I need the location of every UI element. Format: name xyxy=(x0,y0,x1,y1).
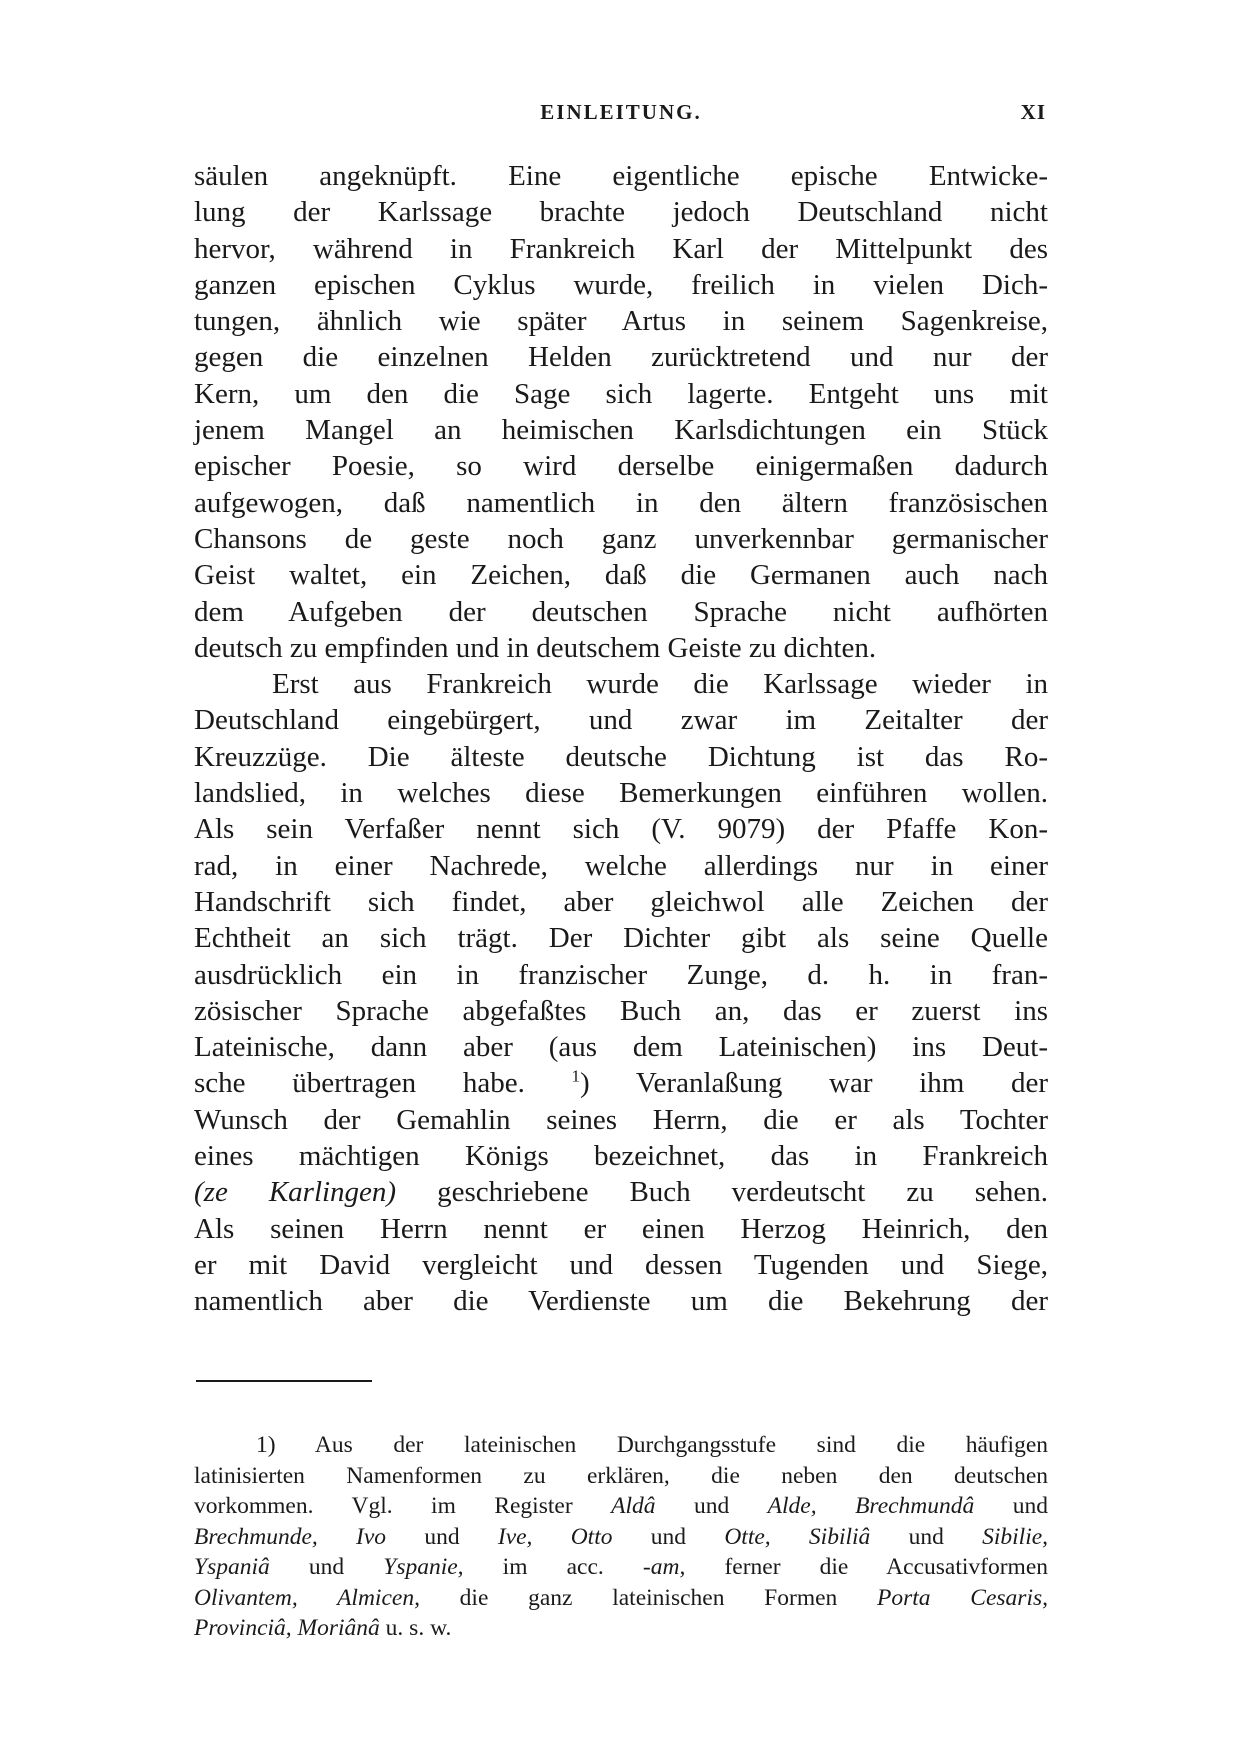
footnote-line: 1) Aus der lateinischen Durchgangsstufe sind die häufigen xyxy=(256,1432,1048,1458)
text-line: Chansons de geste noch ganz unverkennbar germanischer xyxy=(194,522,1048,555)
text-fragment: u. s. w. xyxy=(379,1615,452,1641)
italic-fragment: Olivantem, Almicen, xyxy=(194,1584,420,1611)
text-fragment: und xyxy=(870,1523,983,1550)
text-line: lung der Karlssage brachte jedoch Deutschland nicht xyxy=(194,196,1048,229)
text-line: Deutschland eingebürgert, und zwar im Zeitalter der xyxy=(194,704,1048,737)
text-fragment: sche übertragen habe. xyxy=(194,1067,525,1100)
text-line: aufgewogen, daß namentlich in den ältern französischen xyxy=(194,486,1048,519)
text-line: ganzen epischen Cyklus wurde, freilich in vielen Dich- xyxy=(194,268,1048,301)
italic-fragment: Porta Cesaris, xyxy=(877,1584,1048,1611)
text-line: namentlich aber die Verdienste um die Bekehrung der xyxy=(194,1285,1048,1318)
text-line: tungen, ähnlich wie später Artus in seinem Sagenkreise, xyxy=(194,305,1048,338)
text-line: Erst aus Frankreich wurde die Karlssage wieder in xyxy=(272,668,1048,701)
running-title: EINLEITUNG. xyxy=(540,100,702,124)
text-line: Echtheit an sich trägt. Der Dichter gibt als seine Quelle xyxy=(194,922,1048,955)
text-line: hervor, während in Frankreich Karl der Mittelpunkt des xyxy=(194,232,1048,265)
text-line: säulen angeknüpft. Eine eigentliche epische Entwicke- xyxy=(194,160,1048,192)
italic-fragment: Alde, Brechmundâ xyxy=(767,1493,975,1519)
text-line: ausdrücklich ein in franzischer Zunge, d. h. in fran- xyxy=(194,958,1048,991)
text-line: dem Aufgeben der deutschen Sprache nicht aufhörten xyxy=(194,595,1048,628)
text-fragment: geschriebene Buch verdeutscht zu sehen. xyxy=(396,1176,1048,1209)
footnote-line xyxy=(194,1552,1048,1583)
footnote-marker: 1 xyxy=(571,1066,581,1086)
text-fragment: und xyxy=(974,1493,1049,1519)
text-line xyxy=(194,1174,1048,1210)
text-line: deutsch zu empfinden und in deutschem Geiste zu dichten. xyxy=(194,631,877,664)
text-fragment: ferner die Accusativformen xyxy=(685,1554,1049,1580)
text-fragment: im acc. xyxy=(463,1554,643,1580)
footnote-line xyxy=(194,1613,1048,1644)
text-line: Lateinische, dann aber (aus dem Lateinischen) ins Deut- xyxy=(194,1031,1048,1064)
text-line: Als sein Verfaßer nennt sich (V. 9079) der Pfaffe Kon- xyxy=(194,813,1048,846)
footnote xyxy=(194,1430,1048,1644)
italic-fragment: Otte, Sibiliâ xyxy=(724,1523,871,1550)
text-line: Wunsch der Gemahlin seines Herrn, die er als Tochter xyxy=(194,1103,1048,1136)
text-fragment: die ganz lateinischen Formen xyxy=(419,1584,878,1611)
footnote-divider xyxy=(196,1380,372,1382)
text-line: epischer Poesie, so wird derselbe einigermaßen dadurch xyxy=(194,450,1048,483)
footnote-line xyxy=(194,1583,1048,1614)
text-line xyxy=(194,1065,1048,1101)
italic-fragment: Yspaniâ xyxy=(194,1554,270,1580)
main-text xyxy=(194,158,1048,1320)
text-line: eines mächtigen Königs bezeichnet, das in Frankreich xyxy=(194,1140,1048,1173)
italic-fragment: -am, xyxy=(642,1554,686,1580)
italic-fragment: (ze Karlingen) xyxy=(194,1176,397,1209)
text-line: gegen die einzelnen Helden zurücktretend und nur der xyxy=(194,341,1048,374)
text-fragment: und xyxy=(386,1523,498,1550)
italic-fragment: Brechmunde, Ivo xyxy=(194,1523,387,1550)
text-line: Als seinen Herrn nennt er einen Herzog Heinrich, den xyxy=(194,1212,1048,1245)
text-fragment: ) Veranlaßung war ihm der xyxy=(580,1067,1048,1100)
footnote-line xyxy=(194,1491,1048,1522)
text-fragment: vorkommen. Vgl. im Register xyxy=(194,1493,612,1519)
italic-fragment: Provinciâ, Moriânâ xyxy=(194,1615,380,1641)
italic-fragment: Ive, Otto xyxy=(497,1523,613,1550)
text-line: landslied, in welches diese Bemerkungen einführen wollen. xyxy=(194,777,1048,810)
text-line: rad, in einer Nachrede, welche allerdings nur in einer xyxy=(194,849,1048,882)
text-line: Kreuzzüge. Die älteste deutsche Dichtung ist das Ro- xyxy=(194,740,1048,773)
text-line: Kern, um den die Sage sich lagerte. Entgeht uns mit xyxy=(194,377,1048,410)
text-line: jenem Mangel an heimischen Karlsdichtungen ein Stück xyxy=(194,414,1048,447)
text-line: zösischer Sprache abgefaßtes Buch an, das er zuerst ins xyxy=(194,994,1048,1027)
italic-fragment: Yspanie, xyxy=(383,1554,464,1580)
text-fragment: und xyxy=(269,1554,384,1580)
text-line: Handschrift sich findet, aber gleichwol alle Zeichen der xyxy=(194,885,1048,918)
text-line: Geist waltet, ein Zeichen, daß die Germanen auch nach xyxy=(194,559,1048,592)
footnote-line xyxy=(194,1522,1048,1553)
footnote-line: latinisierten Namenformen zu erklären, die neben den deutschen xyxy=(194,1462,1048,1489)
page-number: XI xyxy=(1020,100,1046,124)
text-line: er mit David vergleicht und dessen Tugenden und Siege, xyxy=(194,1248,1048,1281)
italic-fragment: Sibilie, xyxy=(982,1523,1049,1550)
page-header xyxy=(196,100,1046,130)
text-fragment: und xyxy=(655,1493,768,1519)
text-fragment: und xyxy=(612,1523,725,1550)
italic-fragment: Aldâ xyxy=(611,1493,656,1519)
